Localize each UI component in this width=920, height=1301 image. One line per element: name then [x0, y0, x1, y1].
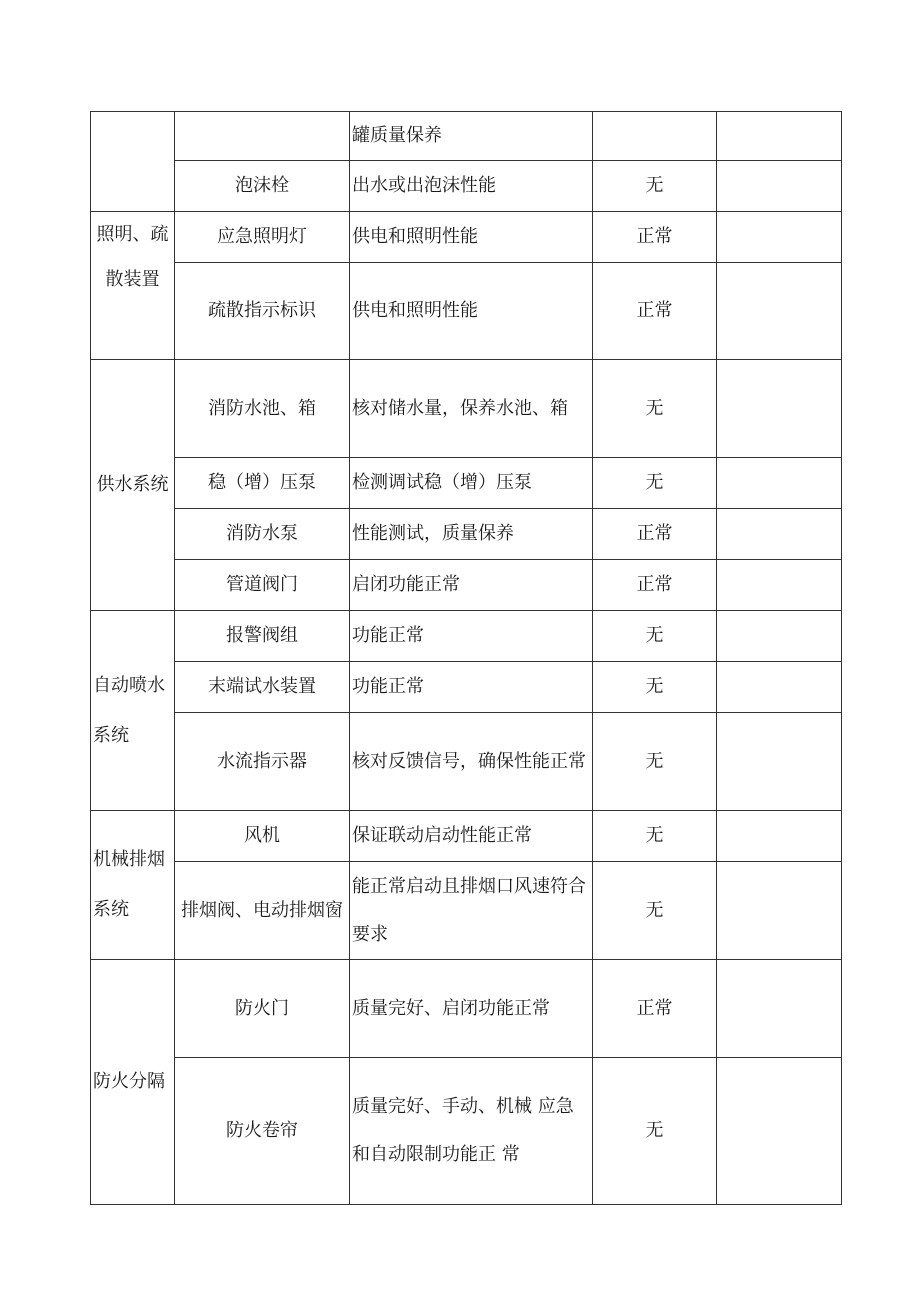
content-cell: 核对储水量，保养水池、箱: [350, 360, 593, 458]
category-cell-sprinkler: 自动喷水系统: [91, 611, 175, 811]
content-cell: 供电和照明性能: [350, 212, 593, 263]
note-cell: [717, 458, 842, 509]
item-cell: 防火门: [175, 960, 350, 1058]
note-cell: [717, 509, 842, 560]
item-cell: 稳（增）压泵: [175, 458, 350, 509]
table-row: [91, 662, 842, 713]
table-row: [91, 862, 842, 960]
result-cell: 无: [593, 1058, 717, 1205]
note-cell: [717, 713, 842, 811]
note-cell: [717, 112, 842, 161]
content-cell: 供电和照明性能: [350, 263, 593, 360]
note-cell: [717, 360, 842, 458]
result-cell: 无: [593, 862, 717, 960]
content-cell: 罐质量保养: [350, 112, 593, 161]
note-cell: [717, 811, 842, 862]
item-cell: 末端试水装置: [175, 662, 350, 713]
item-cell: 报警阀组: [175, 611, 350, 662]
note-cell: [717, 862, 842, 960]
table-row: [91, 161, 842, 212]
result-cell: 正常: [593, 560, 717, 611]
result-cell: 正常: [593, 263, 717, 360]
content-cell: 质量完好、手动、机械 应急和自动限制功能正 常: [350, 1058, 593, 1205]
note-cell: [717, 161, 842, 212]
result-cell: 无: [593, 161, 717, 212]
content-cell: 性能测试，质量保养: [350, 509, 593, 560]
item-cell: 防火卷帘: [175, 1058, 350, 1205]
item-cell: 水流指示器: [175, 713, 350, 811]
result-cell: 正常: [593, 509, 717, 560]
category-cell-smoke-exhaust: 机械排烟系统: [91, 811, 175, 960]
result-cell: [593, 112, 717, 161]
category-cell-water-supply: 供水系统: [91, 360, 175, 611]
table-row: [91, 560, 842, 611]
table-row: [91, 811, 842, 862]
result-cell: 无: [593, 811, 717, 862]
content-cell: 出水或出泡沫性能: [350, 161, 593, 212]
note-cell: [717, 560, 842, 611]
result-cell: 无: [593, 662, 717, 713]
note-cell: [717, 611, 842, 662]
table-row: [91, 611, 842, 662]
item-cell: 泡沫栓: [175, 161, 350, 212]
note-cell: [717, 263, 842, 360]
inspection-table: [90, 111, 842, 1205]
content-cell: 核对反馈信号，确保性能正常: [350, 713, 593, 811]
category-cell-fire-separation: 防火分隔: [91, 960, 175, 1205]
content-cell: 质量完好、启闭功能正常: [350, 960, 593, 1058]
content-cell: 保证联动启动性能正常: [350, 811, 593, 862]
result-cell: 无: [593, 360, 717, 458]
content-cell: 功能正常: [350, 662, 593, 713]
item-cell: 管道阀门: [175, 560, 350, 611]
item-cell: 风机: [175, 811, 350, 862]
result-cell: 正常: [593, 212, 717, 263]
result-cell: 无: [593, 713, 717, 811]
table-row: [91, 360, 842, 458]
content-cell: 检测调试稳（增）压泵: [350, 458, 593, 509]
table-row: [91, 212, 842, 263]
item-cell: 消防水泵: [175, 509, 350, 560]
table-row: [91, 713, 842, 811]
result-cell: 无: [593, 458, 717, 509]
result-cell: 无: [593, 611, 717, 662]
note-cell: [717, 662, 842, 713]
table-row: [91, 960, 842, 1058]
item-cell: 疏散指示标识: [175, 263, 350, 360]
table-row: [91, 1058, 842, 1205]
item-cell: [175, 112, 350, 161]
item-cell: 消防水池、箱: [175, 360, 350, 458]
item-cell: 应急照明灯: [175, 212, 350, 263]
table-row: [91, 263, 842, 360]
result-cell: 正常: [593, 960, 717, 1058]
table-row: [91, 509, 842, 560]
table-row: [91, 458, 842, 509]
category-cell-continued: [91, 112, 175, 212]
content-cell: 启闭功能正常: [350, 560, 593, 611]
item-cell: 排烟阀、电动排烟窗: [175, 862, 350, 960]
note-cell: [717, 1058, 842, 1205]
note-cell: [717, 212, 842, 263]
table-row: [91, 112, 842, 161]
category-cell-lighting: 照明、疏散装置: [91, 212, 175, 360]
content-cell: 能正常启动且排烟口风速符合要求: [350, 862, 593, 960]
content-cell: 功能正常: [350, 611, 593, 662]
note-cell: [717, 960, 842, 1058]
